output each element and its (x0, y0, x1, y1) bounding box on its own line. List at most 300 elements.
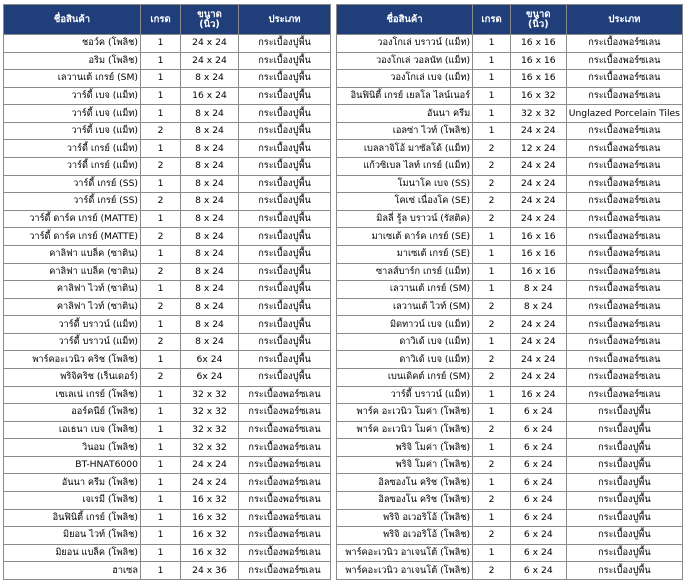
size-cell: 6 x 24 (510, 456, 566, 474)
grade-cell: 1 (473, 87, 511, 105)
product-name-cell: มาเซเต้ ดาร์ค เกรย์ (SE) (337, 228, 473, 246)
size-cell: 24 x 24 (181, 456, 239, 474)
type-cell: Unglazed Porcelain Tiles (566, 105, 682, 123)
product-name-cell: โคเซ่ เนื่องโค (SE) (337, 193, 473, 211)
table-row (4, 35, 331, 53)
grade-cell: 1 (141, 210, 181, 228)
grade-cell: 2 (141, 263, 181, 281)
product-name-cell: วาร์ดี้ ดาร์ค เกรย์ (MATTE) (4, 228, 141, 246)
size-cell: 16 x 32 (181, 509, 239, 527)
product-name-cell: เบนเดิคต์ เกรย์ (SM) (337, 368, 473, 386)
table-row (337, 158, 683, 176)
grade-cell: 1 (473, 122, 511, 140)
type-cell: กระเบื้องปูพื้น (239, 316, 331, 334)
grade-cell: 1 (141, 386, 181, 404)
size-cell: 8 x 24 (181, 105, 239, 123)
size-cell: 32 x 32 (181, 404, 239, 422)
type-cell: กระเบื้องพอร์ซเลน (566, 52, 682, 70)
table-row (337, 105, 683, 123)
size-cell: 16 x 16 (510, 245, 566, 263)
product-name-cell: วองโกเล่ วอลนัท (แม็ท) (337, 52, 473, 70)
type-cell: กระเบื้องพอร์ซเลน (566, 193, 682, 211)
product-name-cell: พริจิ อเวอริโอ้ (โพลิช) (337, 527, 473, 545)
product-name-cell: อินฟินิตี้ เกรย์ เยลโล ไลน์เนอร์ (337, 87, 473, 105)
product-name-cell: พริจิ โมค่า (โพลิช) (337, 439, 473, 457)
product-name-cell: พาร์คอะเวนิว คริช (โพลิช) (4, 351, 141, 369)
grade-cell: 2 (473, 158, 511, 176)
table-row (337, 386, 683, 404)
table-row (337, 35, 683, 53)
size-cell: 8 x 24 (181, 228, 239, 246)
table-row (4, 316, 331, 334)
type-cell: กระเบื้องพอร์ซเลน (566, 298, 682, 316)
grade-cell: 2 (141, 193, 181, 211)
type-cell: กระเบื้องพอร์ซเลน (566, 386, 682, 404)
grade-cell: 1 (473, 333, 511, 351)
product-name-cell: เลวานเต้ เกรย์ (SM) (337, 281, 473, 299)
table-row (4, 158, 331, 176)
product-name-cell: วองโกเล่ บราวน์ (แม็ท) (337, 35, 473, 53)
product-table-right (336, 4, 683, 580)
table-row (337, 228, 683, 246)
grade-cell: 2 (473, 527, 511, 545)
table-row (337, 175, 683, 193)
size-cell: 8 x 24 (181, 140, 239, 158)
size-cell: 24 x 24 (510, 175, 566, 193)
table-row (4, 140, 331, 158)
table-row (337, 368, 683, 386)
grade-cell: 1 (141, 316, 181, 334)
size-cell: 12 x 24 (510, 140, 566, 158)
type-cell: กระเบื้องพอร์ซเลน (566, 122, 682, 140)
size-cell: 32 x 32 (181, 421, 239, 439)
table-row (337, 193, 683, 211)
type-cell: กระเบื้องปูพื้น (239, 140, 331, 158)
grade-cell: 1 (473, 263, 511, 281)
size-cell: 8 x 24 (181, 333, 239, 351)
type-cell: กระเบื้องปูพื้น (239, 210, 331, 228)
size-cell: 8 x 24 (181, 210, 239, 228)
table-row (337, 316, 683, 334)
size-cell: 8 x 24 (181, 281, 239, 299)
table-row (337, 263, 683, 281)
size-cell: 16 x 16 (510, 70, 566, 88)
product-name-cell: วาร์ดี้ เบจ (แม็ท) (4, 122, 141, 140)
table-row (4, 386, 331, 404)
type-cell: กระเบื้องปูพื้น (239, 105, 331, 123)
size-cell: 16 x 16 (510, 35, 566, 53)
product-name-cell: เลวานเต้ เกรย์ (SM) (4, 70, 141, 88)
table-row (4, 52, 331, 70)
product-name-cell: พริจิคริช (เร็นเดอร์) (4, 368, 141, 386)
type-cell: กระเบื้องปูพื้น (239, 158, 331, 176)
size-cell: 24 x 36 (181, 562, 239, 580)
size-cell: 24 x 24 (181, 52, 239, 70)
table-row (4, 263, 331, 281)
header-grade: เกรด (141, 5, 181, 35)
size-cell: 8 x 24 (181, 70, 239, 88)
grade-cell: 2 (473, 193, 511, 211)
product-name-cell: มาเซเต้ เกรย์ (SE) (337, 245, 473, 263)
product-name-cell: ซาลส์บาร์ก เกรย์ (แม็ท) (337, 263, 473, 281)
product-name-cell: เซเลเน่ เกรย์ (โพลิช) (4, 386, 141, 404)
product-name-cell: แก้วซิเบล ไลท์ เกรย์ (แม็ท) (337, 158, 473, 176)
size-cell: 24 x 24 (510, 122, 566, 140)
size-cell: 24 x 24 (510, 333, 566, 351)
table-row (337, 456, 683, 474)
size-cell: 8 x 24 (181, 122, 239, 140)
size-cell: 32 x 32 (510, 105, 566, 123)
product-name-cell: วินอม (โพลิช) (4, 439, 141, 457)
size-cell: 16 x 16 (510, 52, 566, 70)
grade-cell: 2 (473, 421, 511, 439)
type-cell: กระเบื้องปูพื้น (566, 562, 682, 580)
size-cell: 8 x 24 (510, 298, 566, 316)
grade-cell: 2 (141, 228, 181, 246)
grade-cell: 2 (141, 158, 181, 176)
table-row (4, 210, 331, 228)
type-cell: กระเบื้องพอร์ซเลน (566, 263, 682, 281)
type-cell: กระเบื้องปูพื้น (566, 492, 682, 510)
product-name-cell: มิดทาวน์ เบจ (แม็ท) (337, 316, 473, 334)
type-cell: กระเบื้องพอร์ซเลน (239, 386, 331, 404)
type-cell: กระเบื้องปูพื้น (239, 263, 331, 281)
type-cell: กระเบื้องปูพื้น (239, 298, 331, 316)
table-row (337, 52, 683, 70)
grade-cell: 1 (473, 474, 511, 492)
type-cell: กระเบื้องพอร์ซเลน (566, 368, 682, 386)
product-name-cell: อินฟินิตี้ เกรย์ (โพลิช) (4, 509, 141, 527)
grade-cell: 2 (473, 456, 511, 474)
table-row (337, 509, 683, 527)
grade-cell: 2 (473, 298, 511, 316)
grade-cell: 2 (473, 351, 511, 369)
size-cell: 32 x 32 (181, 386, 239, 404)
table-row (337, 421, 683, 439)
size-cell: 16 x 32 (181, 527, 239, 545)
table-row (337, 562, 683, 580)
type-cell: กระเบื้องปูพื้น (566, 456, 682, 474)
header-type: ประเภท (566, 5, 682, 35)
product-name-cell: อันนา ครีม (337, 105, 473, 123)
table-header (337, 5, 683, 35)
table-row (4, 333, 331, 351)
grade-cell: 2 (473, 562, 511, 580)
grade-cell: 1 (473, 35, 511, 53)
product-name-cell: คาลิฟา ไวท์ (ซาติน) (4, 298, 141, 316)
grade-cell: 1 (473, 404, 511, 422)
product-name-cell: พริจิ อเวอริโอ้ (โพลิช) (337, 509, 473, 527)
type-cell: กระเบื้องปูพื้น (239, 193, 331, 211)
size-cell: 16 x 16 (510, 228, 566, 246)
product-name-cell: เบลลาจิโอ้ มาซัลโด้ (แม็ท) (337, 140, 473, 158)
product-name-cell: เจเรมี (โพลิช) (4, 492, 141, 510)
type-cell: กระเบื้องปูพื้น (566, 404, 682, 422)
size-cell: 16 x 32 (181, 544, 239, 562)
table-row (337, 492, 683, 510)
size-cell: 24 x 24 (510, 316, 566, 334)
table-row (337, 70, 683, 88)
type-cell: กระเบื้องปูพื้น (239, 52, 331, 70)
product-name-cell: วาร์ดี้ บราวน์ (แม็ท) (337, 386, 473, 404)
product-name-cell: วาร์ดี้ เกรย์ (SS) (4, 193, 141, 211)
grade-cell: 1 (473, 52, 511, 70)
table-row (4, 245, 331, 263)
size-cell: 6 x 24 (510, 439, 566, 457)
table-row (4, 105, 331, 123)
grade-cell: 2 (141, 122, 181, 140)
type-cell: กระเบื้องพอร์ซเลน (566, 351, 682, 369)
type-cell: กระเบื้องปูพื้น (566, 527, 682, 545)
product-name-cell: พาร์คอะเวนิว อาเจนโต้ (โพลิช) (337, 562, 473, 580)
product-name-cell: วาร์ดี้ เกรย์ (แม็ท) (4, 158, 141, 176)
table-row (337, 474, 683, 492)
header-size-line2: (นิ้ว) (528, 18, 549, 30)
size-cell: 24 x 24 (510, 193, 566, 211)
header-name: ชื่อสินค้า (337, 5, 473, 35)
table-row (4, 456, 331, 474)
grade-cell: 1 (141, 105, 181, 123)
size-cell: 24 x 24 (510, 158, 566, 176)
product-name-cell: วองโกเล่ เบจ (แม็ท) (337, 70, 473, 88)
product-name-cell: คาลิฟา ไวท์ (ซาติน) (4, 281, 141, 299)
size-cell: 8 x 24 (181, 245, 239, 263)
type-cell: กระเบื้องพอร์ซเลน (239, 544, 331, 562)
table-row (337, 298, 683, 316)
product-name-cell: พริจิ โมค่า (โพลิช) (337, 456, 473, 474)
type-cell: กระเบื้องพอร์ซเลน (239, 492, 331, 510)
header-size-line1: ขนาด (526, 8, 551, 20)
type-cell: กระเบื้องพอร์ซเลน (566, 281, 682, 299)
grade-cell: 1 (141, 492, 181, 510)
grade-cell: 2 (473, 368, 511, 386)
header-name: ชื่อสินค้า (4, 5, 141, 35)
grade-cell: 2 (473, 316, 511, 334)
type-cell: กระเบื้องปูพื้น (239, 35, 331, 53)
table-row (337, 404, 683, 422)
type-cell: กระเบื้องปูพื้น (566, 421, 682, 439)
size-cell: 24 x 24 (181, 35, 239, 53)
table-row (4, 404, 331, 422)
product-name-cell: วาร์ดี้ เกรย์ (แม็ท) (4, 140, 141, 158)
grade-cell: 1 (141, 544, 181, 562)
table-row (337, 210, 683, 228)
table-row (4, 562, 331, 580)
product-name-cell: BT-HNAT6000 (4, 456, 141, 474)
grade-cell: 1 (141, 35, 181, 53)
grade-cell: 1 (141, 175, 181, 193)
product-name-cell: พาร์คอะเวนิว อาเจนโต้ (โพลิช) (337, 544, 473, 562)
header-size-line2: (นิ้ว) (199, 18, 220, 30)
grade-cell: 1 (473, 439, 511, 457)
type-cell: กระเบื้องพอร์ซเลน (239, 439, 331, 457)
type-cell: กระเบื้องปูพื้น (239, 368, 331, 386)
type-cell: กระเบื้องพอร์ซเลน (566, 210, 682, 228)
type-cell: กระเบื้องพอร์ซเลน (239, 456, 331, 474)
type-cell: กระเบื้องพอร์ซเลน (239, 527, 331, 545)
table-row (337, 527, 683, 545)
product-name-cell: คาลิฟา แบล็ค (ซาติน) (4, 245, 141, 263)
header-size-line1: ขนาด (197, 8, 222, 20)
table-row (337, 245, 683, 263)
table-row (337, 87, 683, 105)
type-cell: กระเบื้องพอร์ซเลน (566, 245, 682, 263)
grade-cell: 1 (141, 474, 181, 492)
size-cell: 8 x 24 (181, 263, 239, 281)
size-cell: 24 x 24 (510, 368, 566, 386)
table-row (4, 509, 331, 527)
grade-cell: 1 (141, 439, 181, 457)
grade-cell: 2 (473, 140, 511, 158)
table-header (4, 5, 331, 35)
grade-cell: 1 (141, 456, 181, 474)
size-cell: 24 x 24 (510, 210, 566, 228)
table-row (4, 175, 331, 193)
product-name-cell: วาร์ดี้ บราวน์ (แม็ท) (4, 333, 141, 351)
type-cell: กระเบื้องปูพื้น (239, 175, 331, 193)
size-cell: 6 x 24 (510, 474, 566, 492)
size-cell: 6x 24 (181, 368, 239, 386)
type-cell: กระเบื้องพอร์ซเลน (566, 228, 682, 246)
type-cell: กระเบื้องพอร์ซเลน (566, 175, 682, 193)
type-cell: กระเบื้องพอร์ซเลน (239, 509, 331, 527)
size-cell: 8 x 24 (181, 298, 239, 316)
size-cell: 16 x 16 (510, 263, 566, 281)
type-cell: กระเบื้องปูพื้น (239, 228, 331, 246)
table-row (4, 122, 331, 140)
product-name-cell: ชอว์ค (โพลิช) (4, 35, 141, 53)
table-row (4, 193, 331, 211)
grade-cell: 1 (141, 140, 181, 158)
table-row (4, 544, 331, 562)
table-row (4, 351, 331, 369)
product-name-cell: พาร์ค อะเวนิว โมค่า (โพลิช) (337, 404, 473, 422)
product-name-cell: พาร์ค อะเวนิว โมค่า (โพลิช) (337, 421, 473, 439)
table-row (4, 70, 331, 88)
type-cell: กระเบื้องพอร์ซเลน (566, 35, 682, 53)
product-name-cell: วาร์ดี้ เบจ (แม็ท) (4, 87, 141, 105)
grade-cell: 1 (141, 52, 181, 70)
grade-cell: 1 (473, 281, 511, 299)
product-name-cell: วาร์ดี้ เบจ (แม็ท) (4, 105, 141, 123)
table-row (337, 281, 683, 299)
size-cell: 16 x 32 (510, 87, 566, 105)
table-row (337, 351, 683, 369)
product-name-cell: อริม (โพลิช) (4, 52, 141, 70)
size-cell: 16 x 24 (510, 386, 566, 404)
grade-cell: 1 (141, 527, 181, 545)
grade-cell: 2 (473, 492, 511, 510)
table-row (4, 492, 331, 510)
table-row (4, 474, 331, 492)
table-row (4, 228, 331, 246)
product-name-cell: มิลลี่ รู้ล บราวน์ (รัสติค) (337, 210, 473, 228)
size-cell: 32 x 32 (181, 439, 239, 457)
table-row (337, 544, 683, 562)
product-name-cell: เอเธนา เบจ (โพลิช) (4, 421, 141, 439)
type-cell: กระเบื้องพอร์ซเลน (566, 70, 682, 88)
table-row (4, 281, 331, 299)
product-name-cell: อิลซองโน คริช (โพลิช) (337, 492, 473, 510)
type-cell: กระเบื้องพอร์ซเลน (239, 421, 331, 439)
grade-cell: 2 (473, 175, 511, 193)
product-name-cell: ฮาเซล (4, 562, 141, 580)
table-row (4, 439, 331, 457)
type-cell: กระเบื้องพอร์ซเลน (239, 474, 331, 492)
grade-cell: 1 (473, 386, 511, 404)
table-row (4, 527, 331, 545)
type-cell: กระเบื้องปูพื้น (566, 544, 682, 562)
table-row (4, 368, 331, 386)
grade-cell: 2 (141, 333, 181, 351)
size-cell: 6 x 24 (510, 562, 566, 580)
grade-cell: 2 (473, 210, 511, 228)
size-cell: 8 x 24 (181, 193, 239, 211)
type-cell: กระเบื้องพอร์ซเลน (566, 333, 682, 351)
type-cell: กระเบื้องปูพื้น (239, 333, 331, 351)
grade-cell: 1 (473, 245, 511, 263)
product-table-left (3, 4, 331, 580)
type-cell: กระเบื้องพอร์ซเลน (566, 87, 682, 105)
table-row (4, 421, 331, 439)
type-cell: กระเบื้องปูพื้น (239, 70, 331, 88)
size-cell: 8 x 24 (181, 158, 239, 176)
product-name-cell: ดาวิเด้ เบจ (แม็ท) (337, 333, 473, 351)
type-cell: กระเบื้องปูพื้น (566, 439, 682, 457)
size-cell: 8 x 24 (510, 281, 566, 299)
size-cell: 24 x 24 (181, 474, 239, 492)
header-type: ประเภท (239, 5, 331, 35)
product-name-cell: วาร์ดี้ เกรย์ (SS) (4, 175, 141, 193)
grade-cell: 1 (141, 70, 181, 88)
grade-cell: 1 (473, 509, 511, 527)
size-cell: 8 x 24 (181, 316, 239, 334)
size-cell: 24 x 24 (510, 351, 566, 369)
product-name-cell: วาร์ดี้ บราวน์ (แม็ท) (4, 316, 141, 334)
product-name-cell: เลวานเต้ ไวท์ (SM) (337, 298, 473, 316)
grade-cell: 1 (141, 281, 181, 299)
type-cell: กระเบื้องปูพื้น (566, 474, 682, 492)
type-cell: กระเบื้องปูพื้น (239, 87, 331, 105)
header-grade: เกรด (473, 5, 511, 35)
header-size (510, 5, 566, 35)
size-cell: 6 x 24 (510, 421, 566, 439)
header-size (181, 5, 239, 35)
product-name-cell: คาลิฟา แบล็ค (ซาติน) (4, 263, 141, 281)
size-cell: 6 x 24 (510, 527, 566, 545)
grade-cell: 1 (141, 404, 181, 422)
grade-cell: 1 (473, 228, 511, 246)
grade-cell: 1 (141, 421, 181, 439)
size-cell: 8 x 24 (181, 175, 239, 193)
type-cell: กระเบื้องปูพื้น (239, 122, 331, 140)
type-cell: กระเบื้องปูพื้น (239, 281, 331, 299)
size-cell: 6x 24 (181, 351, 239, 369)
grade-cell: 1 (141, 509, 181, 527)
table-row (4, 87, 331, 105)
product-name-cell: มิยอน แบล็ค (โพลิช) (4, 544, 141, 562)
size-cell: 6 x 24 (510, 404, 566, 422)
size-cell: 6 x 24 (510, 544, 566, 562)
grade-cell: 1 (473, 105, 511, 123)
type-cell: กระเบื้องพอร์ซเลน (566, 316, 682, 334)
size-cell: 16 x 32 (181, 492, 239, 510)
type-cell: กระเบื้องพอร์ซเลน (239, 562, 331, 580)
product-name-cell: โมนาโค เบจ (SS) (337, 175, 473, 193)
product-name-cell: มิยอน ไวท์ (โพลิช) (4, 527, 141, 545)
type-cell: กระเบื้องพอร์ซเลน (566, 140, 682, 158)
size-cell: 6 x 24 (510, 509, 566, 527)
